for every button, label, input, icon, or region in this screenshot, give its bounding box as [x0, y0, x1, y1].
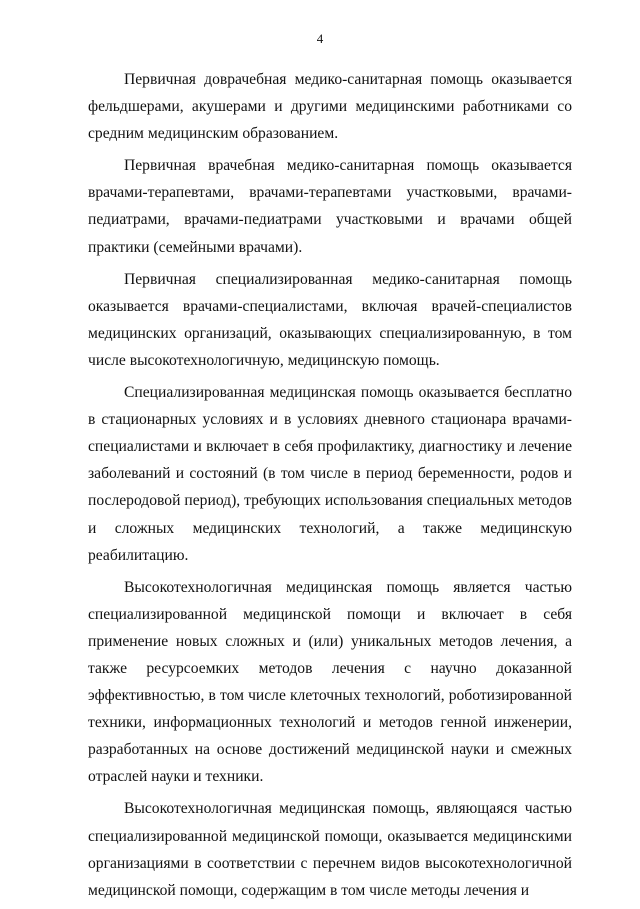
paragraph-specialized-care: Специализированная медицинская помощь оказывается бесплатно в стационарных условиях и в условиях дневного стационара врачами-специалистами и включает в себя профилактику, диагностику и лечение заболеваний и состояний (в том числе в период беременности, родов и послеродовой период), требующих использования специальных методов и сложных медицинских технологий, а также медицинскую реабилитацию.	[88, 384, 572, 564]
paragraph-high-tech-care-definition: Высокотехнологичная медицинская помощь является частью специализированной медицинской помощи и включает в себя применение новых сложных и (или) уникальных методов лечения, а также ресурсоемких методов лечения с научно доказанной эффективностью, в том числе клеточных технологий, роботизированной техники, информационных технологий и методов генной инженерии, разработанных на основе достижений медицинской науки и смежных отраслей науки и техники.	[88, 578, 572, 786]
body-text	[88, 66, 572, 909]
paragraph-primary-physician-care: Первичная врачебная медико-санитарная помощь оказывается врачами-терапевтами, врачами-терапевтами участковыми, врачами-педиатрами, врачами-педиатрами участковыми и врачами общей практики (семейными врачами).	[88, 157, 572, 256]
paragraph-primary-prehospital-care: Первичная доврачебная медико-санитарная помощь оказывается фельдшерами, акушерами и другими медицинскими работниками со средним медицинским образованием.	[88, 71, 572, 143]
page-number: 4	[316, 31, 324, 46]
paragraph-high-tech-care-providers: Высокотехнологичная медицинская помощь, являющаяся частью специализированной медицинской помощи, оказывается медицинскими организациями в соответствии с перечнем видов высокотехнологичной медицинской помощи, содержащим в том числе методы лечения и	[88, 800, 572, 899]
paragraph-primary-specialized-care: Первичная специализированная медико-санитарная помощь оказывается врачами-специалистами, включая врачей-специалистов медицинских организаций, оказывающих специализированную, в том числе высокотехнологичную, медицинскую помощь.	[88, 270, 572, 369]
